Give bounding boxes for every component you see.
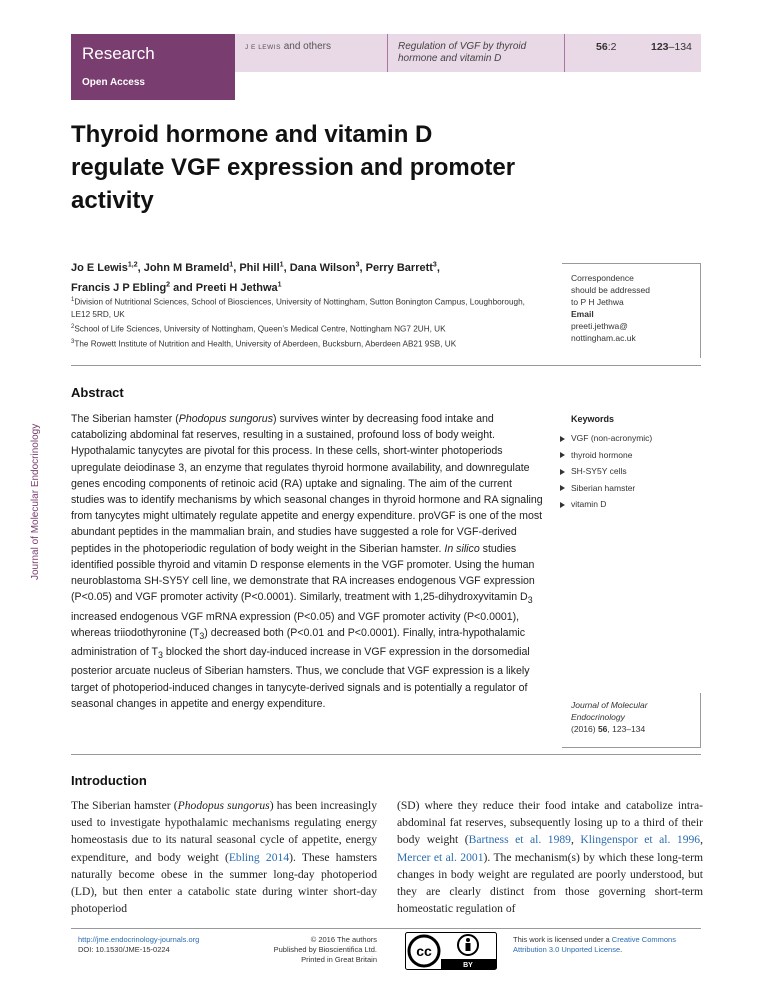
open-access-label: Open Access [82,77,145,88]
author-list [71,256,521,297]
volume-issue: 56:2 [596,41,617,53]
bullet-triangle-icon [560,452,565,458]
intro-column-left: The Siberian hamster (Phodopus sungorus) has been increasingly used to investigate hypothalamic mechanisms regulating energy homeostasis due to its natural seasonal cycle of appetite, energy expenditure, and body weight (Ebling 2014). These hamsters naturally become obese in the summer long-day photoperiod (LD), but then enter a catabolic state during winter short-day photoperiod [71,799,377,916]
keyword-item: thyroid hormone [560,447,652,464]
journal-side-label: Journal of Molecular Endocrinology [30,423,41,580]
author: Perry Barrett$^3$, [365,261,440,274]
section-banner [71,34,235,100]
keyword-item: VGF (non-acronymic) [560,430,652,447]
abstract-heading: Abstract [71,385,124,400]
bullet-triangle-icon [560,502,565,508]
affiliations [71,294,541,351]
article-title: Thyroid hormone and vitamin D regulate VGF expression and promoter activity [71,121,516,214]
running-header [235,34,701,72]
footer-divider [71,928,701,929]
intro-column-right: (SD) where they reduce their food intake and catabolize intra-abdominal fat reserves, subsequently losing up to a third of their body weight (Bartness et al. 1989, Klingenspor et al. 1996, Mercer et al. 2001). The mechanism(s) by which these long-term changes in body weight are regulated are poorly understood, but they are clearly distinct from those governing short-term homeostatic regulation of [397,799,703,916]
affiliation: $^2$School of Life Sciences, University of Nottingham, Queen’s Medical Centre, Nottingham NG7 2UH, UK [71,324,446,334]
header-divider [564,34,565,72]
section-label: Research [82,44,155,63]
license-text: This work is licensed under a Creative Commons Attribution 3.0 Unported License. [513,935,676,954]
footer-links [78,935,199,955]
email-label: Email [571,309,594,319]
keywords-list [560,430,652,513]
author: Jo E Lewis$^{1,2}$, [71,261,144,274]
abstract-text: The Siberian hamster (Phodopus sungorus) survives winter by decreasing food intake and catabolizing abdominal fat reserves, resulting in a sustained, profound loss of body weight. Hypothalamic tanycytes are pivotal for this process. In these cells, short-winter photoperiods upregulate deiodinase 3, an enzyme that regulates thyroid hormone availability, and downregulate genes encoding components of retinoic acid (RA) uptake and signaling. The aim of the current studies was to identify mechanisms by which seasonal changes in thyroid hormone and RA signaling from tanycytes might ultimately regulate appetite and energy expenditure. proVGF is one of the most abundant peptides in the mammalian brain, and studies have suggested a role for VGF-derived peptides in the photoperiodic regulation of body weight in the Siberian hamster. In silico studies identified possible thyroid and vitamin D response elements in the VGF promoter. Using the human neuroblastoma SH-SY5Y cell line, we demonstrate that RA increases endogenous VGF expression (P<0.05) and VGF promoter activity (P<0.0001). Similarly, treatment with 1,25-dihydroxyvitamin $D_3$ increased endogenous VGF mRNA expression (P<0.05) and VGF promoter activity (P<0.0001), whereas triiodothyronine $(T_3)$ decreased both (P<0.01 and P<0.0001). Finally, intra-hypothalamic administration of $T_3$ blocked the short day-induced increase in VGF expression in the dorsomedial posterior arcuate nucleus of Siberian hamsters. Thus, we conclude that VGF expression is a likely target of photoperiod-induced changes in tanycyte-derived signals and is potentially a regulator of seasonal changes in appetite and energy expenditure. [71,413,543,710]
keywords-heading: Keywords [571,414,615,424]
by-text: BY [463,962,473,969]
journal-citation-box: Journal of Molecular Endocrinology (2016) 56, 123–134 [562,693,701,748]
bullet-triangle-icon [560,469,565,475]
affiliation: $^3$The Rowett Institute of Nutrition and Health, University of Aberdeen, Bucksburn, Aberdeen AB21 9SB, UK [71,339,457,349]
affiliation: $^1$Division of Nutritional Sciences, School of Biosciences, University of Nottingham, Sutton Bonington Campus, Loughborough, LE12 5RD, UK [71,297,525,319]
keyword-item: SH-SY5Y cells [560,463,652,480]
author: Preeti H Jethwa$^1$ [195,281,282,295]
author: Dana Wilson$^3$, [289,261,366,274]
email-address[interactable]: preeti.jethwa@ nottingham.ac.uk [571,321,636,343]
keyword-item: Siberian hamster [560,480,652,497]
license-link[interactable]: Creative Commons Attribution 3.0 Unported License [513,935,676,954]
header-divider [387,34,388,72]
doi: DOI: 10.1530/JME-15-0224 [78,945,170,954]
citation-link[interactable]: Mercer et al. 2001 [397,850,484,864]
running-title: Regulation of VGF by thyroid hormone and vitamin D [398,41,527,64]
introduction-heading: Introduction [71,773,147,788]
author: John M Brameld$^1$, [143,261,240,274]
cc-text: cc [416,943,432,959]
author: Phil Hill$^1$, [239,261,290,274]
citation-link[interactable]: Bartness et al. 1989 [468,833,571,847]
page-range: 123–134 [651,41,692,53]
running-authors: J E LEWIS and others [245,41,331,52]
citation-link[interactable]: Ebling 2014 [228,850,290,864]
journal-url-link[interactable]: http://jme.endocrinology-journals.org [78,935,200,944]
divider [71,754,701,755]
footer-copyright: © 2016 The authors Published by Bioscientifica Ltd. Printed in Great Britain [273,935,377,964]
bullet-triangle-icon [560,485,565,491]
keyword-item: vitamin D [560,496,652,513]
cc-by-license-icon[interactable] [405,932,497,970]
author: Francis J P Ebling$^2$ and [71,281,196,295]
citation-link[interactable]: Klingenspor et al. 1996 [580,833,701,847]
correspondence-box: Correspondence should be addressed to P H Jethwa Email preeti.jethwa@ nottingham.ac.uk [562,263,701,358]
divider [71,365,701,366]
bullet-triangle-icon [560,436,565,442]
